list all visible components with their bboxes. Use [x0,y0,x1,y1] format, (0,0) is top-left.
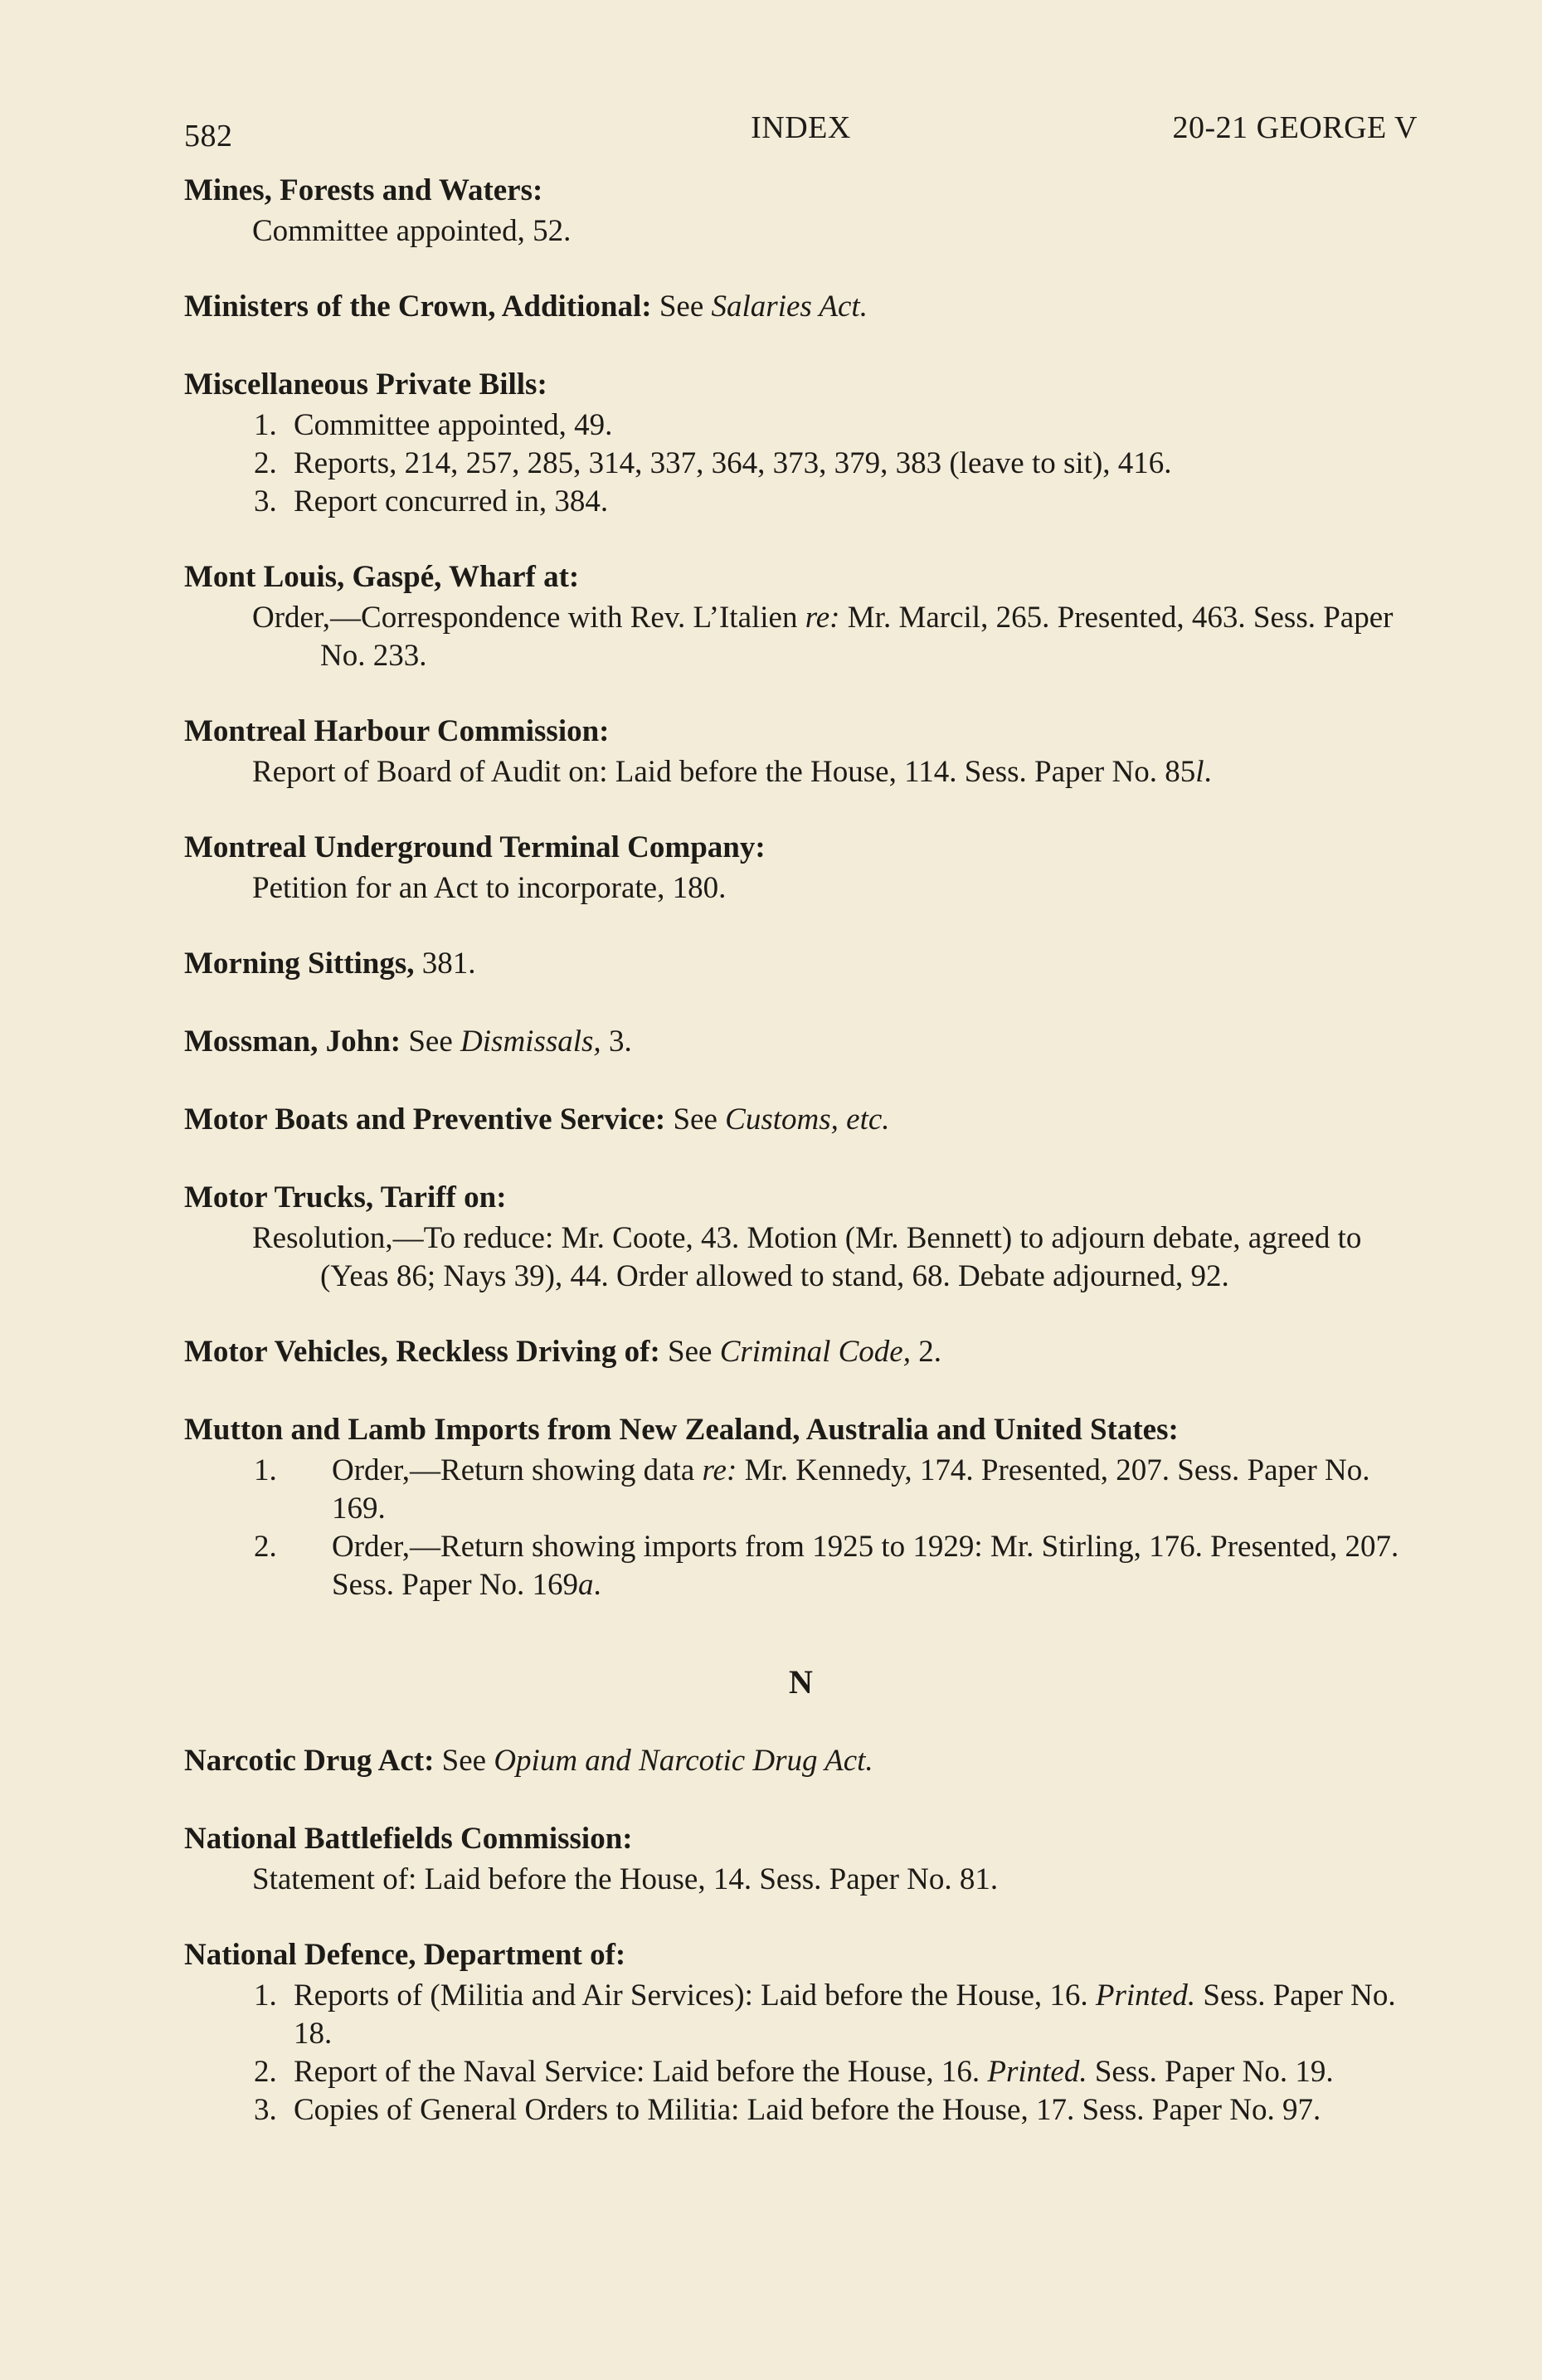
header-right: 20-21 GEORGE V [1172,110,1418,145]
see-reference: Salaries Act. [711,290,868,324]
section-letter: N [789,1663,813,1701]
entry-heading: National Defence, Department of: [184,1938,626,1972]
see-reference: Opium and Narcotic Drug Act. [494,1744,873,1778]
see-label: See [441,1744,487,1778]
entry-heading: Mines, Forests and Waters: [184,173,543,207]
list-item: 2. Report of the Naval Service: Laid before the House, 16. Printed. Sess. Paper No. 19. [254,2055,1334,2089]
entry-heading: Narcotic Drug Act: See Opium and Narcotic Drug Act. [184,1744,873,1778]
see-label: See [673,1102,717,1136]
see-reference: Customs, etc. [725,1102,890,1136]
entry-heading: Mossman, John: See Dismissals, 3. [184,1025,632,1059]
list-item: 3. Report concurred in, 384. [254,484,609,518]
entry-text: Order,—Correspondence with Rev. L’Italien re: Mr. Marcil, 265. Presented, 463. Sess. Paper No. 233. [252,601,1394,673]
entry-heading: Miscellaneous Private Bills: [184,367,547,402]
list-item: 1. Committee appointed, 49. [254,408,613,442]
entry-heading: Motor Vehicles, Reckless Driving of: See Criminal Code, 2. [184,1335,941,1369]
entry-national-battlefields [184,1818,1418,1899]
entry-heading: Motor Boats and Preventive Service: See Customs, etc. [184,1102,890,1136]
entry-motor-vehicles [184,1331,1418,1374]
see-label: See [408,1025,453,1059]
entry-heading: National Battlefields Commission: [184,1822,633,1856]
entry-heading: Mutton and Lamb Imports from New Zealand, Australia and United States: [184,1413,1179,1447]
entry-line: Petition for an Act to incorporate, 180. [252,871,727,905]
entry-mont-louis [184,556,1418,675]
list-item: 1. Order,—Return showing data re: Mr. Kennedy, 174. Presented, 207. Sess. Paper No. 169. [254,1453,1370,1526]
list-item: 3. Copies of General Orders to Militia: Laid before the House, 17. Sess. Paper No. 97. [254,2093,1321,2127]
entry-narcotic-drug-act [184,1740,1418,1783]
entry-mossman [184,1020,1418,1063]
entry-heading: Morning Sittings, 381. [184,947,476,981]
entry-heading: Montreal Underground Terminal Company: [184,830,766,864]
index-entries [184,169,1418,2129]
entry-motor-trucks [184,1176,1418,1296]
see-reference: Dismissals, [460,1025,601,1059]
entry-motor-boats [184,1098,1418,1141]
see-label: See [659,290,704,324]
entry-heading: Montreal Harbour Commission: [184,714,610,748]
entry-heading: Ministers of the Crown, Additional: See Salaries Act. [184,290,868,324]
header-title: INDEX [751,110,851,145]
entry-national-defence [184,1934,1418,2129]
entry-line: Committee appointed, 52. [252,214,572,248]
entry-heading: Motor Trucks, Tariff on: [184,1180,507,1214]
entry-line: Statement of: Laid before the House, 14. Sess. Paper No. 81. [252,1862,999,1896]
see-reference: Criminal Code, [719,1335,911,1369]
entry-mutton-lamb [184,1409,1418,1604]
page-header [184,101,1418,151]
entry-morning-sittings [184,942,1418,986]
entry-heading: Mont Louis, Gaspé, Wharf at: [184,560,580,594]
entry-text: Resolution,—To reduce: Mr. Coote, 43. Motion (Mr. Bennett) to adjourn debate, agreed to (Yeas 86; Nays 39), 44. Order allowed to stand, 68. Debate adjourned, 92. [252,1221,1362,1293]
list-item: 1. Reports of (Militia and Air Services): Laid before the House, 16. Printed. Sess. Paper No. 18. [254,1978,1396,2051]
list-item: 2. Order,—Return showing imports from 1925 to 1929: Mr. Stirling, 176. Presented, 207. Sess. Paper No. 169a. [254,1530,1399,1602]
entry-text: Report of Board of Audit on: Laid before the House, 114. Sess. Paper No. 85l. [252,755,1212,789]
entry-mines [184,169,1418,251]
entry-montreal-underground [184,826,1418,908]
page-number: 582 [184,119,233,153]
entry-montreal-harbour [184,710,1418,791]
entry-ministers [184,285,1418,329]
see-label: See [668,1335,713,1369]
entry-misc-private-bills [184,363,1418,521]
list-item: 2. Reports, 214, 257, 285, 314, 337, 364, 373, 379, 383 (leave to sit), 416. [254,446,1172,480]
